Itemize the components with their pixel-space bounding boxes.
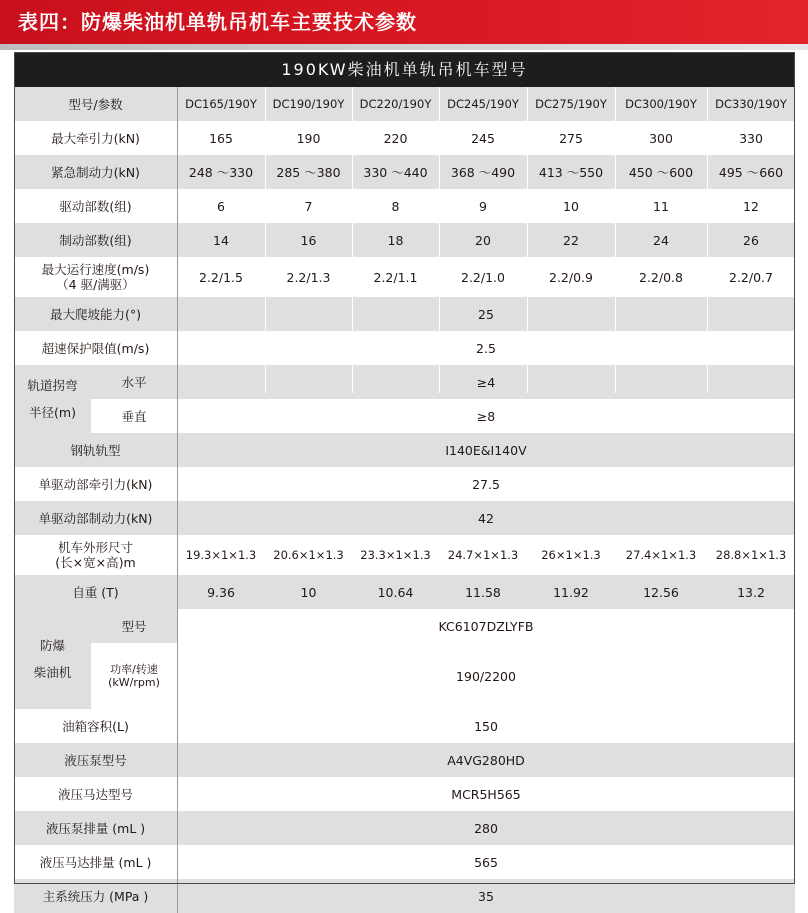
row-value-7 [707, 257, 795, 297]
row-value-6 [615, 155, 707, 189]
cell-text: DC190/190Y [272, 96, 345, 111]
cell-text: 23.3×1×1.3 [360, 547, 431, 562]
cell-text: DC300/190Y [625, 96, 697, 111]
cell-text: 20.6×1×1.3 [273, 547, 344, 562]
row-value-span [177, 331, 795, 365]
row-value-3 [352, 257, 439, 297]
row-value-4 [439, 155, 527, 189]
row-label-8 [14, 433, 177, 467]
row-label-1 [14, 155, 177, 189]
row-value-1 [177, 575, 265, 609]
cell-text: 280 [474, 820, 498, 836]
cell-text: 14 [213, 232, 229, 248]
cell-text: 型号/参数 [68, 96, 123, 112]
row-value-7 [707, 155, 795, 189]
cell-text: DC330/190Y [715, 96, 787, 111]
cell-text: 450 ～600 [628, 164, 694, 180]
cell-text: 22 [563, 232, 579, 248]
row-label-11 [14, 535, 177, 575]
cell-text: 150 [474, 718, 498, 734]
row-value-7 [707, 121, 795, 155]
cell-text: 190KW柴油机单轨吊机车型号 [281, 60, 528, 79]
cell-text: 机车外形尺寸 [57, 540, 133, 555]
row-label-9 [14, 467, 177, 501]
cell-text: 28.8×1×1.3 [715, 547, 787, 562]
cell-text: 11.58 [465, 584, 501, 600]
cell-text: 液压泵排量 (mL ) [45, 820, 146, 836]
cell-text: 2.2/1.3 [286, 269, 331, 285]
row-label-0 [14, 121, 177, 155]
cell-text: 液压马达排量 (mL ) [39, 854, 152, 870]
row-value-5 [527, 575, 615, 609]
row-value-span [177, 467, 795, 501]
cell-two-line [55, 540, 135, 570]
row-value-6 [615, 535, 707, 575]
row-value-7 [707, 575, 795, 609]
row-sub-label [91, 643, 177, 709]
row-value-span [177, 845, 795, 879]
cell-text: 26 [743, 232, 759, 248]
cell-text: 24 [653, 232, 669, 248]
cell-text: DC165/190Y [185, 96, 257, 111]
row-value-3 [352, 189, 439, 223]
cell-text: 7 [304, 198, 313, 214]
row-value-2 [265, 575, 352, 609]
cell-text: 紧急制动力(kN) [51, 164, 140, 180]
row-label-12 [14, 575, 177, 609]
column-divider [615, 87, 616, 393]
row-value-span [177, 609, 795, 643]
column-divider [265, 87, 266, 393]
cell-text: 275 [559, 130, 583, 146]
row-value-2 [265, 535, 352, 575]
column-divider [707, 87, 708, 393]
row-value-3 [352, 155, 439, 189]
row-value-span [177, 501, 795, 535]
model-header-3 [352, 87, 439, 121]
cell-text: 165 [209, 130, 233, 146]
row-value-2 [265, 155, 352, 189]
cell-text: 245 [471, 130, 495, 146]
row-value-span [177, 777, 795, 811]
row-label-19 [14, 879, 177, 913]
row-value-span [177, 297, 795, 331]
cell-text: 19.3×1×1.3 [185, 547, 257, 562]
column-divider [352, 87, 353, 393]
cell-text: 20 [475, 232, 491, 248]
row-label-5 [14, 297, 177, 331]
row-value-1 [177, 223, 265, 257]
row-value-7 [707, 535, 795, 575]
row-value-7 [707, 223, 795, 257]
table-header [14, 52, 795, 87]
row-label-3 [14, 223, 177, 257]
row-value-4 [439, 189, 527, 223]
row-value-2 [265, 189, 352, 223]
row-value-6 [615, 189, 707, 223]
column-divider [439, 87, 440, 393]
row-label-15 [14, 743, 177, 777]
cell-text: 9.36 [207, 584, 235, 600]
cell-text: 27.5 [472, 476, 500, 492]
cell-text: 油箱容积(L) [62, 718, 129, 734]
row-value-3 [352, 575, 439, 609]
cell-text: 最大牵引力(kN) [51, 130, 140, 146]
spec-table [14, 52, 795, 904]
cell-two-line [34, 638, 72, 680]
page-title: 表四：防爆柴油机单轨吊机车主要技术参数 [18, 10, 417, 34]
cell-text: 驱动部数(组) [59, 198, 132, 214]
cell-text: KC6107DZLYFB [438, 618, 534, 634]
cell-text: 248 ～330 [188, 164, 254, 180]
cell-text: 25 [478, 306, 494, 322]
model-header-6 [615, 87, 707, 121]
cell-text: 285 ～380 [276, 164, 341, 180]
cell-text: 钢轨轨型 [70, 442, 121, 458]
cell-text: 26×1×1.3 [541, 547, 601, 562]
row-value-2 [265, 223, 352, 257]
cell-text: 2.5 [476, 340, 496, 356]
row-value-1 [177, 189, 265, 223]
cell-text: 2.2/0.8 [639, 269, 683, 285]
cell-text: 单驱动部牵引力(kN) [38, 476, 153, 492]
model-header-1 [177, 87, 265, 121]
row-value-6 [615, 223, 707, 257]
row-value-3 [352, 121, 439, 155]
cell-text: MCR5H565 [451, 786, 521, 802]
row-value-4 [439, 223, 527, 257]
cell-text: 液压泵型号 [64, 752, 127, 768]
cell-text: 2.2/1.0 [461, 269, 505, 285]
cell-text: 300 [649, 130, 673, 146]
row-label-model [14, 87, 177, 121]
row-value-2 [265, 121, 352, 155]
cell-text: 413 ～550 [538, 164, 604, 180]
cell-text: 2.2/0.9 [549, 269, 593, 285]
model-header-2 [265, 87, 352, 121]
cell-text: I140E&I140V [445, 442, 527, 458]
row-value-span [177, 399, 795, 433]
row-value-5 [527, 189, 615, 223]
row-value-1 [177, 535, 265, 575]
cell-text: 超速保护限值(m/s) [41, 340, 150, 356]
row-value-5 [527, 121, 615, 155]
row-value-5 [527, 257, 615, 297]
cell-text: 柴油机 [33, 665, 72, 680]
row-value-3 [352, 223, 439, 257]
row-value-4 [439, 575, 527, 609]
row-label-4 [14, 257, 177, 297]
cell-text: （4 驱/满驱） [56, 277, 135, 292]
cell-text: ≥4 [476, 374, 496, 390]
cell-text: 330 ～440 [363, 164, 428, 180]
cell-text: 防爆 [39, 638, 65, 653]
row-value-7 [707, 189, 795, 223]
cell-text: 功率/转速 [110, 663, 158, 676]
cell-text: 2.2/0.7 [729, 269, 773, 285]
cell-text: 自重 (T) [72, 584, 119, 600]
cell-text: A4VG280HD [447, 752, 525, 768]
model-header-7 [707, 87, 795, 121]
cell-text: DC245/190Y [447, 96, 519, 111]
row-group-label-13 [14, 609, 91, 709]
title-bar-shadow [0, 44, 808, 50]
row-sub-label [91, 399, 177, 433]
column-divider [177, 87, 178, 913]
cell-text: 6 [217, 198, 225, 214]
row-value-span [177, 643, 795, 709]
cell-text: 16 [300, 232, 317, 248]
cell-text: DC275/190Y [535, 96, 607, 111]
cell-two-line [27, 378, 77, 420]
cell-text: 495 ～660 [718, 164, 784, 180]
cell-text: 35 [478, 888, 494, 904]
cell-text: 10 [300, 584, 317, 600]
cell-text: 565 [474, 854, 498, 870]
cell-text: 2.2/1.1 [373, 269, 418, 285]
cell-text: 最大爬坡能力(°) [49, 306, 141, 322]
cell-text: ≥8 [476, 408, 496, 424]
cell-text: 垂直 [121, 408, 147, 424]
row-value-1 [177, 257, 265, 297]
row-value-4 [439, 121, 527, 155]
row-value-6 [615, 575, 707, 609]
row-value-1 [177, 155, 265, 189]
cell-text: 8 [391, 198, 400, 214]
row-value-1 [177, 121, 265, 155]
row-value-span [177, 709, 795, 743]
row-value-5 [527, 223, 615, 257]
row-label-14 [14, 709, 177, 743]
cell-text: 单驱动部制动力(kN) [38, 510, 153, 526]
cell-text: 24.7×1×1.3 [447, 547, 519, 562]
row-value-6 [615, 257, 707, 297]
row-value-span [177, 811, 795, 845]
row-label-17 [14, 811, 177, 845]
cell-two-line [108, 663, 160, 689]
cell-text: 10 [563, 198, 579, 214]
cell-text: 190/2200 [456, 668, 516, 684]
row-label-10 [14, 501, 177, 535]
cell-text: 半径(m) [29, 405, 76, 420]
title-banner [0, 0, 808, 50]
row-value-2 [265, 257, 352, 297]
cell-two-line [42, 262, 150, 292]
cell-text: 368 ～490 [450, 164, 516, 180]
cell-text: 330 [739, 130, 763, 146]
cell-text: 11.92 [553, 584, 589, 600]
row-value-span [177, 365, 795, 399]
cell-text: (kW/rpm) [108, 676, 160, 689]
model-header-5 [527, 87, 615, 121]
row-label-2 [14, 189, 177, 223]
cell-text: 型号 [121, 618, 147, 634]
cell-text: 最大运行速度(m/s) [41, 262, 150, 277]
cell-text: 220 [383, 130, 408, 146]
cell-text: DC220/190Y [359, 96, 432, 111]
row-value-4 [439, 535, 527, 575]
cell-text: 42 [478, 510, 494, 526]
row-label-18 [14, 845, 177, 879]
row-label-16 [14, 777, 177, 811]
cell-text: 2.2/1.5 [199, 269, 243, 285]
row-label-6 [14, 331, 177, 365]
row-value-span [177, 433, 795, 467]
row-value-6 [615, 121, 707, 155]
column-divider [527, 87, 528, 393]
row-sub-label [91, 609, 177, 643]
row-group-label-7 [14, 365, 91, 433]
cell-text: 主系统压力 (MPa ) [42, 888, 149, 904]
cell-text: 18 [387, 232, 404, 248]
cell-text: 190 [296, 130, 321, 146]
row-value-4 [439, 257, 527, 297]
cell-text: 27.4×1×1.3 [625, 547, 697, 562]
cell-text: 制动部数(组) [59, 232, 132, 248]
model-header-4 [439, 87, 527, 121]
cell-text: 11 [653, 198, 669, 214]
row-value-5 [527, 535, 615, 575]
cell-text: 水平 [121, 374, 147, 390]
row-value-span [177, 743, 795, 777]
row-value-5 [527, 155, 615, 189]
row-sub-label [91, 365, 177, 399]
cell-text: 液压马达型号 [57, 786, 133, 802]
cell-text: (长×宽×高)m [55, 555, 136, 570]
cell-text: 10.64 [377, 584, 414, 600]
cell-text: 9 [479, 198, 487, 214]
cell-text: 12 [743, 198, 759, 214]
cell-text: 轨道拐弯 [27, 378, 78, 393]
cell-text: 13.2 [737, 584, 765, 600]
row-value-3 [352, 535, 439, 575]
row-value-span [177, 879, 795, 913]
cell-text: 12.56 [643, 584, 679, 600]
